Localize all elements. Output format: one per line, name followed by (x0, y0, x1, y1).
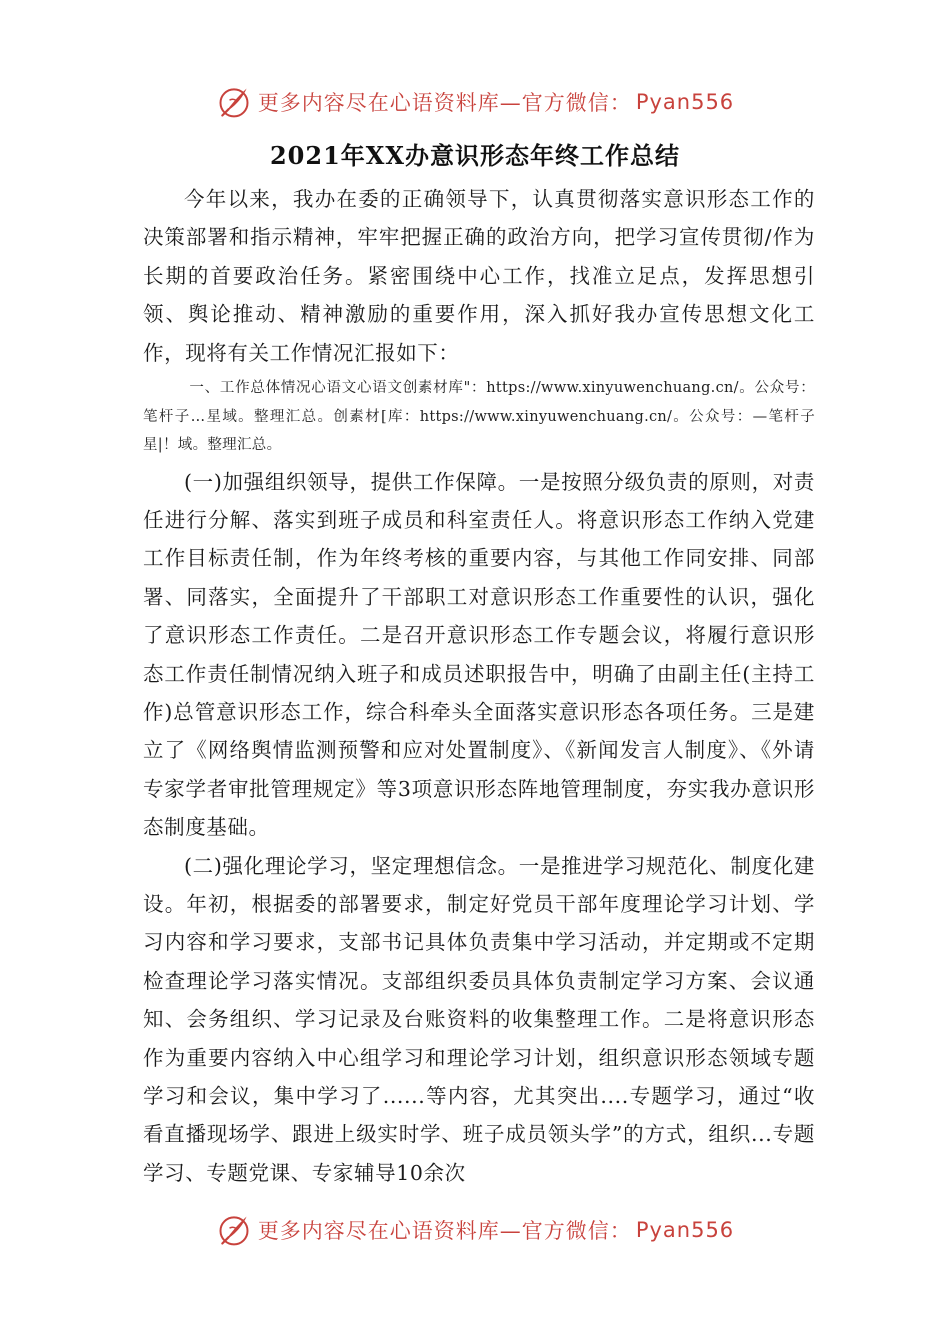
header-watermark-banner (0, 82, 950, 122)
paragraph-intro: 今年以来，我办在委的正确领导下，认真贯彻落实意识形态工作的决策部署和指示精神，牢牢把握正确的政治方向，把学习宣传贯彻/作为长期的首要政治任务。紧密围绕中心工作，找准立足点，发挥思想引领、舆论推动、精神激励的重要作用，深入抓好我办宣传思想文化工作，现将有关工作情况汇报如下： (143, 187, 815, 365)
quill-logo-icon (216, 1212, 252, 1248)
document-body (143, 180, 815, 1192)
watermark-text: 更多内容尽在心语资料库—官方微信： (257, 1219, 632, 1243)
paragraph-section-heading-note: 一、工作总体情况心语文心语文创素材库"：https://www.xinyuwenchuang.cn/。公众号：笔杆子…星域。整理汇总。创素材[库：https://www.xinyuwenchuang.cn/。公众号：—笔杆子星|！域。整理汇总。 (143, 380, 815, 454)
watermark-contact: Pyan556 (635, 90, 735, 114)
quill-logo-icon (216, 84, 252, 120)
watermark-contact: Pyan556 (635, 1218, 735, 1242)
watermark-text: 更多内容尽在心语资料库—官方微信： (257, 91, 632, 115)
paragraph-organization: (一)加强组织领导，提供工作保障。一是按照分级负责的原则，对责任进行分解、落实到班子成员和科室责任人。将意识形态工作纳入党建工作目标责任制，作为年终考核的重要内容，与其他工作同安排、同部署、同落实，全面提升了干部职工对意识形态工作重要性的认识，强化了意识形态工作责任。二是召开意识形态工作专题会议，将履行意识形态工作责任制情况纳入班子和成员述职报告中，明确了由副主任(主持工作)总管意识形态工作，综合科牵头全面落实意识形态各项任务。三是建立了《网络舆情监测预警和应对处置制度》、《新闻发言人制度》、《外请专家学者审批管理规定》等3项意识形态阵地管理制度，夯实我办意识形态制度基础。 (143, 469, 815, 840)
footer-watermark-banner (0, 1210, 950, 1250)
paragraph-theory-study: (二)强化理论学习，坚定理想信念。一是推进学习规范化、制度化建设。年初，根据委的部署要求，制定好党员干部年度理论学习计划、学习内容和学习要求，支部书记具体负责集中学习活动，并定期或不定期检查理论学习落实情况。支部组织委员具体负责制定学习方案、会议通知、会务组织、学习记录及台账资料的收集整理工作。二是将意识形态作为重要内容纳入中心组学习和理论学习计划，组织意识形态领域专题学习和会议，集中学习了......等内容，尤其突出....专题学习，通过“收看直播现场学、跟进上级实时学、班子成员领头学”的方式，组织...专题学习、专题党课、专家辅导10余次 (143, 853, 815, 1185)
document-title: 2021年XX办意识形态年终工作总结 (269, 141, 681, 170)
